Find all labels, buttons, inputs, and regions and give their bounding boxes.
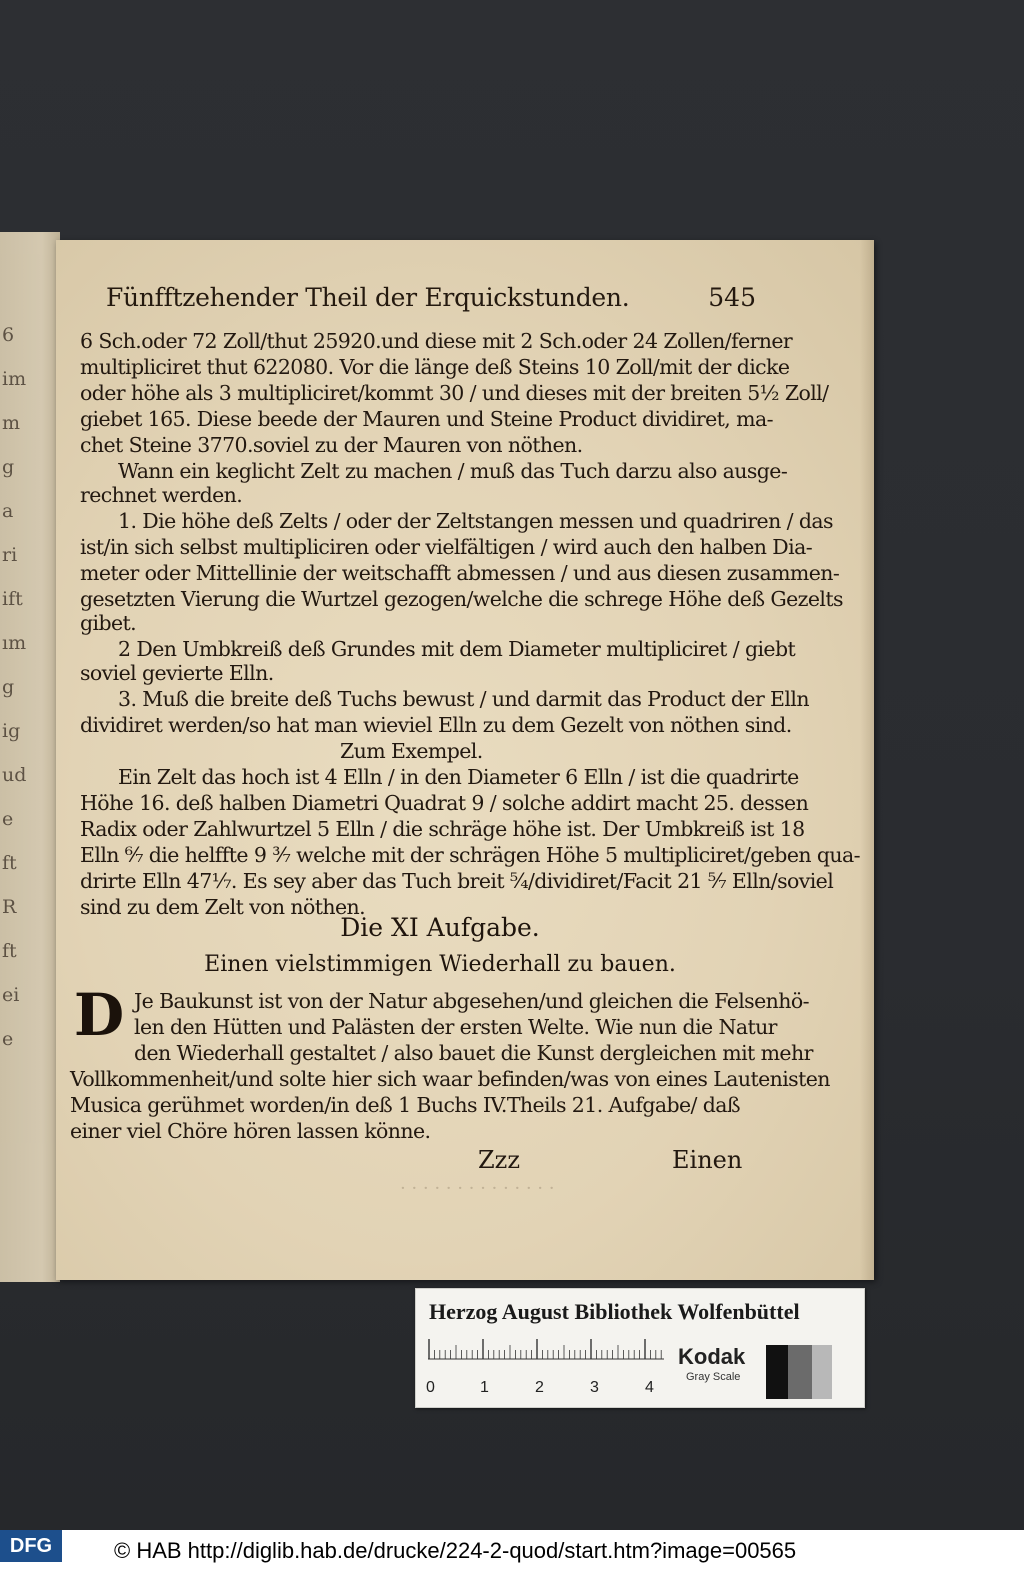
kodak-logo: Kodak [678,1344,746,1369]
gray-swatch [788,1345,812,1399]
text-line: 6 Sch.oder 72 Zoll/thut 25920.und diese mit 2 Sch.oder 24 Zollen/ferner [80,329,793,353]
previous-page-edge [0,232,60,1282]
text-line: multipliciret thut 622080. Vor die länge deß Steins 10 Zoll/mit der dicke [80,355,790,379]
text-line: chet Steine 3770.soviel zu der Mauren von nöthen. [80,433,583,457]
previous-page-fragment: a [2,500,14,522]
section-heading: Die XI Aufgabe. [340,913,540,942]
gray-swatch [812,1345,832,1399]
measurement-ruler [428,1337,664,1377]
previous-page-fragment: R [2,896,17,918]
gray-swatches [766,1345,846,1399]
paragraph-line: len den Hütten und Palästen der ersten Welte. Wie nun die Natur [134,1015,777,1039]
previous-page-fragment: g [2,676,15,698]
text-line: Radix oder Zahlwurtzel 5 Elln / die schräge höhe ist. Der Umbkreiß ist 18 [80,817,805,841]
previous-page-fragment: g [2,456,15,478]
text-line: Ein Zelt das hoch ist 4 Elln / in den Diameter 6 Elln / ist die quadrirte [118,765,799,789]
text-line: 1. Die höhe deß Zelts / oder der Zeltstangen messen und quadriren / das [118,509,833,533]
text-line: Wann ein keglicht Zelt zu machen / muß das Tuch darzu also ausge- [118,459,788,483]
running-head-title: Fünfftzehender Theil der Erquickstunden. [106,283,630,312]
paragraph-line: einer viel Chöre hören lassen könne. [70,1119,431,1143]
paragraph-line: den Wiederhall gestaltet / also bauet die Kunst dergleichen mit mehr [134,1041,813,1065]
gray-swatch [832,1345,846,1399]
gray-scale-label: Gray Scale [686,1371,741,1383]
scale-number: 2 [535,1379,544,1396]
section-subheading: Einen vielstimmigen Wiederhall zu bauen. [204,952,676,977]
previous-page-fragment: ım [2,632,27,654]
catchword: Einen [672,1146,743,1174]
text-line: Elln ⁶⁄₇ die helffte 9 ³⁄₇ welche mit der schrägen Höhe 5 multipliciret/geben qua- [80,843,860,867]
text-line: gibet. [80,611,137,635]
previous-page-fragment: e [2,808,14,830]
running-header [106,283,756,317]
paragraph-line: Musica gerühmet worden/in deß 1 Buchs IV.Theils 21. Aufgabe/ daß [70,1093,740,1117]
previous-page-fragment: ri [2,544,18,566]
text-line: meter oder Mittellinie der weitschafft abmessen / und aus diesen zusammen- [80,561,840,585]
paragraph-line: Je Baukunst ist von der Natur abgesehen/und gleichen die Felsenhö- [134,989,809,1013]
previous-page-fragment: ud [2,764,27,786]
scale-number: 4 [645,1379,654,1396]
text-line: Höhe 16. deß halben Diametri Quadrat 9 / solche addirt macht 25. dessen [80,791,809,815]
text-line: 3. Muß die breite deß Tuchs bewust / und darmit das Product der Elln [118,687,809,711]
signature-mark: Zzz [478,1146,520,1174]
previous-page-fragment: 6 [2,324,15,346]
previous-page-fragment: ift [2,588,23,610]
text-line: sind zu dem Zelt von nöthen. [80,895,366,919]
text-line: rechnet werden. [80,483,243,507]
previous-page-fragment: ft [2,940,17,962]
scale-number: 1 [480,1379,489,1396]
text-line: ist/in sich selbst multipliciren oder vielfältigen / wird auch den halben Dia- [80,535,813,559]
previous-page-fragment: ig [2,720,21,742]
decorated-initial: D [73,981,125,1049]
text-line: giebet 165. Diese beede der Mauren und Steine Product dividiret, ma- [80,407,773,431]
color-reference-card [415,1288,865,1408]
scale-number: 0 [426,1379,435,1396]
previous-page-fragment: m [2,412,21,434]
text-line: soviel gevierte Elln. [80,661,274,685]
previous-page-fragment: im [2,368,27,390]
dfg-logo: DFG [0,1530,62,1562]
gray-swatch [766,1345,788,1399]
previous-page-fragment: ei [2,984,20,1006]
library-name: Herzog August Bibliothek Wolfenbüttel [429,1299,800,1324]
text-line: Zum Exempel. [340,739,483,763]
text-line: 2 Den Umbkreiß deß Grundes mit dem Diameter multipliciret / giebt [118,637,796,661]
scale-number: 3 [590,1379,599,1396]
previous-page-fragment: ft [2,852,17,874]
text-line: drirte Elln 47⅐. Es sey aber das Tuch breit ⁵⁄₄/dividiret/Facit 21 ⁵⁄₇ Elln/soviel [80,869,834,893]
show-through-text: · · · · · · · · · · · · · · [400,1178,555,1199]
page-number: 545 [708,283,756,312]
paragraph-line: Vollkommenheit/und solte hier sich waar befinden/was von eines Lautenisten [70,1067,830,1091]
text-line: dividiret werden/so hat man wieviel Elln zu dem Gezelt von nöthen sind. [80,713,792,737]
text-line: oder höhe als 3 multipliciret/kommt 30 / und dieses mit der breiten 5½ Zoll/ [80,381,829,405]
text-line: gesetzten Vierung die Wurtzel gezogen/welche die schrege Höhe deß Gezelts [80,587,843,611]
previous-page-fragment: e [2,1028,14,1050]
copyright-link[interactable]: © HAB http://diglib.hab.de/drucke/224-2-quod/start.htm?image=00565 [114,1538,797,1563]
